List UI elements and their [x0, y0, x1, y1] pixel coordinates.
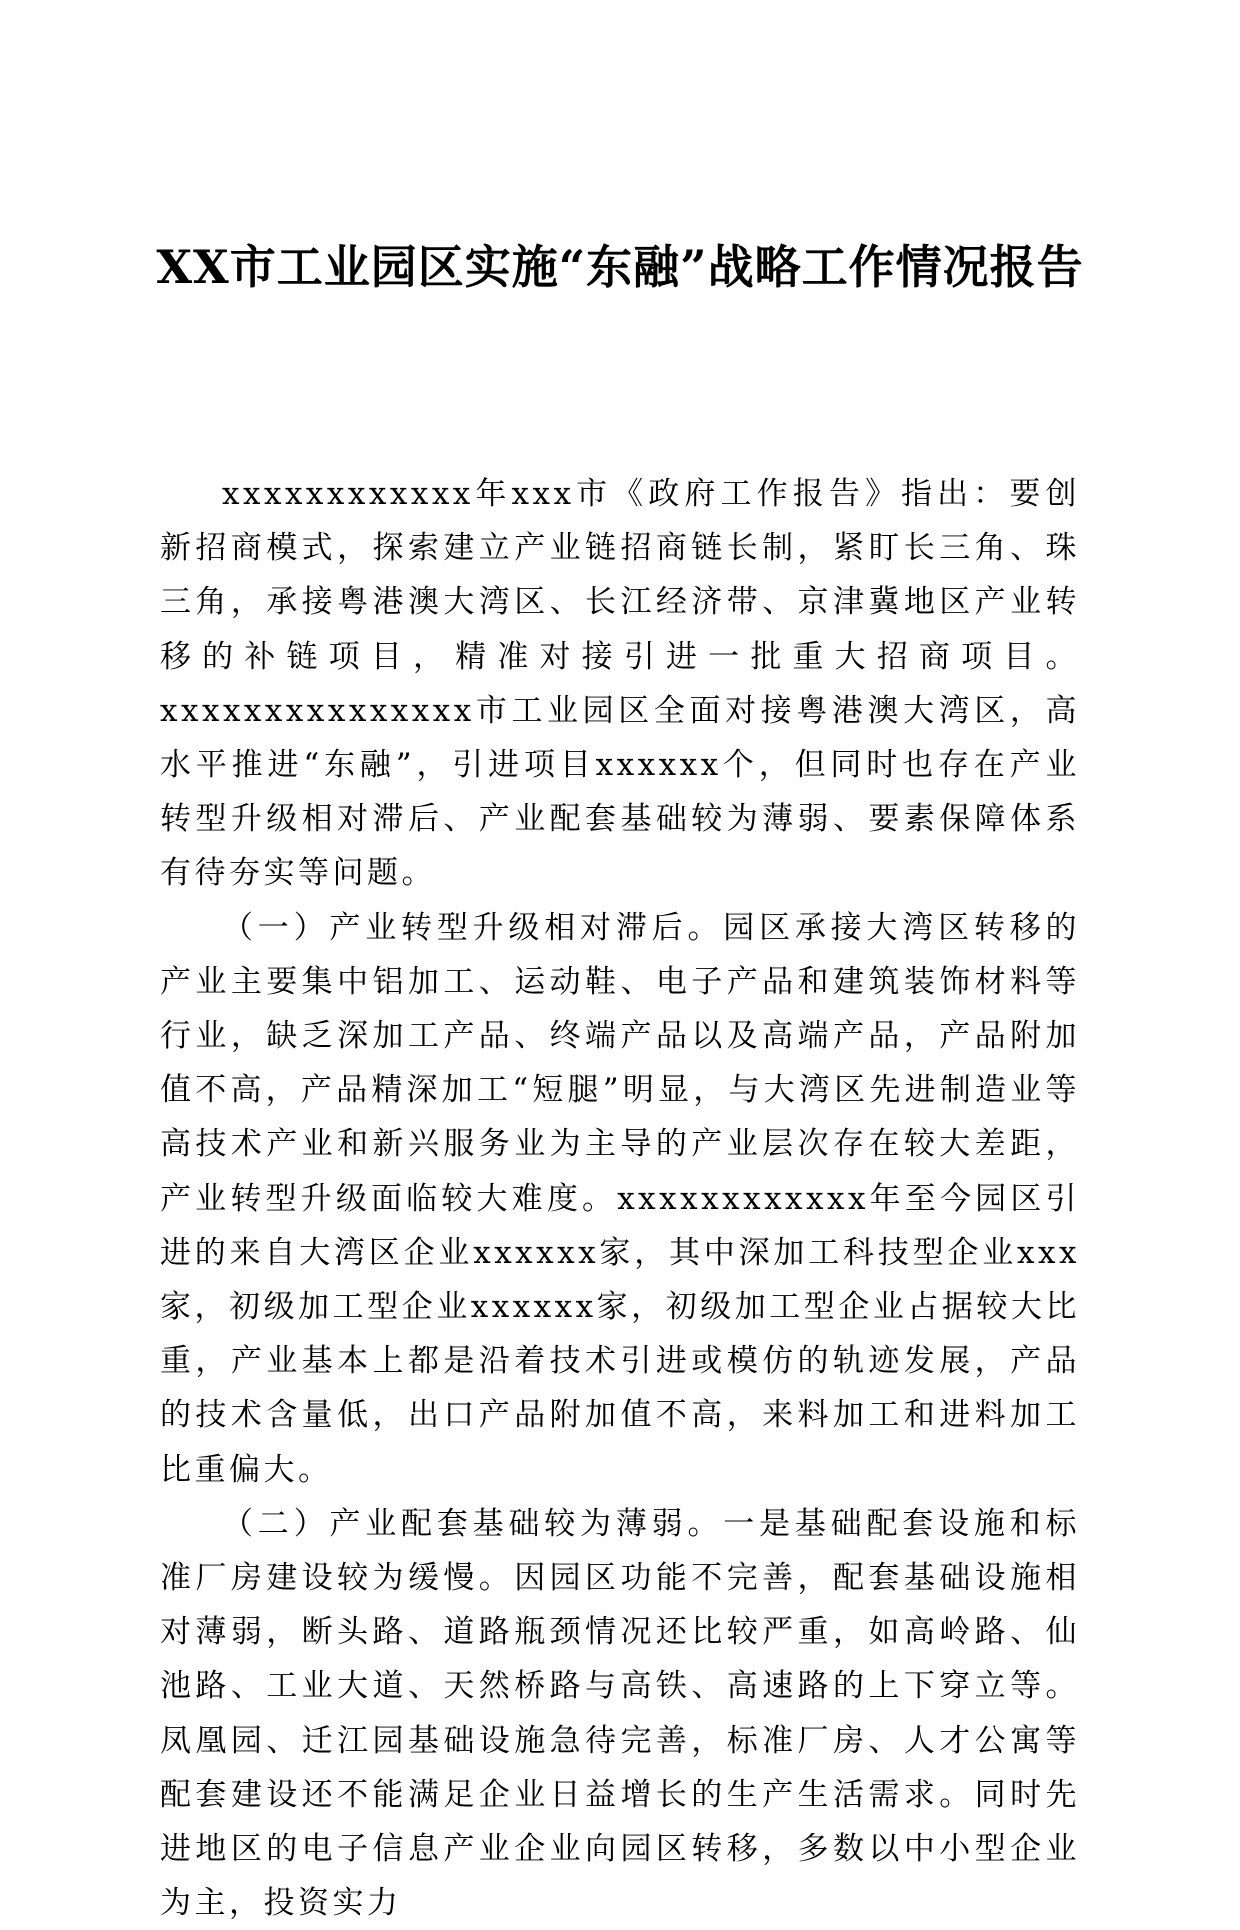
document-body — [160, 467, 1080, 1930]
paragraph-section-2: （二）产业配套基础较为薄弱。一是基础配套设施和标准厂房建设较为缓慢。因园区功能不完善，配套基础设施相对薄弱，断头路、道路瓶颈情况还比较严重，如高岭路、仙池路、工业大道、天然桥路与高铁、高速路的上下穿立等。凤凰园、迁江园基础设施急待完善，标准厂房、人才公寓等配套建设还不能满足企业日益增长的生产生活需求。同时先进地区的电子信息产业企业向园区转移，多数以中小型企业为主，投资实力 — [160, 1505, 1080, 1922]
document-title: XX市工业园区实施“东融”战略工作情况报告 — [156, 240, 1084, 294]
paragraph-intro: xxxxxxxxxxxx年xxx市《政府工作报告》指出：要创新招商模式，探索建立产业链招商链长制，紧盯长三角、珠三角，承接粤港澳大湾区、长江经济带、京津冀地区产业转移的补链项目，精准对接引进一批重大招商项目。xxxxxxxxxxxxxxx市工业园区全面对接粤港澳大湾区，高水平推进“东融”，引进项目xxxxxx个，但同时也存在产业转型升级相对滞后、产业配套基础较为薄弱、要素保障体系有待夯实等问题。 — [160, 476, 1080, 892]
paragraph-section-1: （一）产业转型升级相对滞后。园区承接大湾区转移的产业主要集中铝加工、运动鞋、电子产品和建筑装饰材料等行业，缺乏深加工产品、终端产品以及高端产品，产品附加值不高，产品精深加工“短腿”明显，与大湾区先进制造业等高技术产业和新兴服务业为主导的产业层次存在较大差距，产业转型升级面临较大难度。xxxxxxxxxxxx年至今园区引进的来自大湾区企业xxxxxx家，其中深加工科技型企业xxx家，初级加工型企业xxxxxx家，初级加工型企业占据较大比重，产业基本上都是沿着技术引进或模仿的轨迹发展，产品的技术含量低，出口产品附加值不高，来料加工和进料加工比重偏大。 — [160, 909, 1080, 1488]
